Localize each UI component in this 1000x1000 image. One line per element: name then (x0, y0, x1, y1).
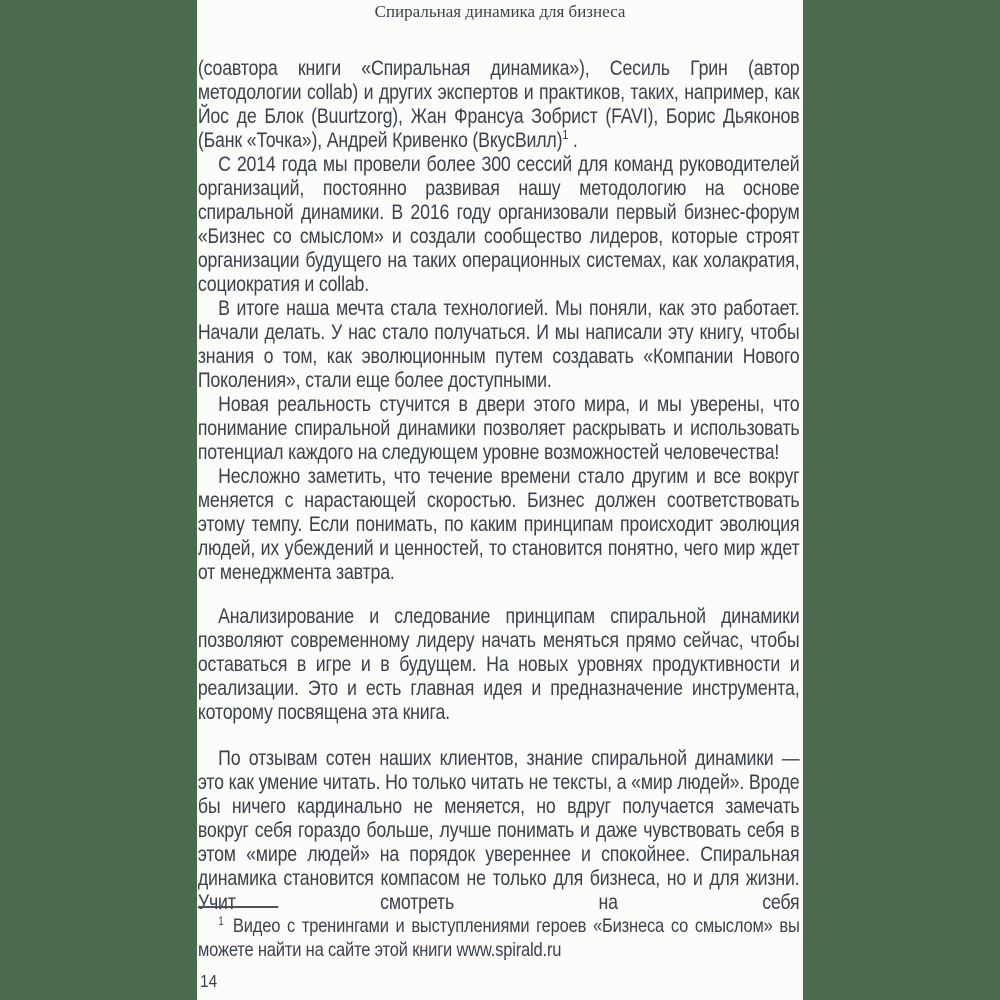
paragraph: Несложно заметить, что течение времени стало другим и все вокруг меняется с нарастающей скоростью. Бизнес должен соответствовать этому темпу. Если понимать, по каким принципам происходит эволюция людей, их убеждений и ценностей, то становится понятно, чего мир ждет от менеджмента завтра. (197, 465, 800, 584)
footnote (198, 914, 800, 962)
paragraph: С 2014 года мы провели более 300 сессий для команд руководителей организаций, постоянно развивая нашу методологию на основе спиральной динамики. В 2016 году организовали первый бизнес-форум «Бизнес со смыслом» и создали сообщество лидеров, которые строят организации будущего на таких операционных системах, как холакратия, социократия и collab. (197, 153, 800, 296)
footnote-marker: 1 (218, 914, 224, 928)
page-number: 14 (200, 971, 218, 991)
paragraph: Анализирование и следование принципам спиральной динамики позволяют современному лидеру начать меняться прямо сейчас, чтобы оставаться в игре и в будущем. На новых уровнях продуктивности и реализации. Это и есть главная идея и предназначение инструмента, которому посвящена эта книга. (197, 605, 800, 724)
paragraph-text: . (568, 129, 578, 152)
running-header: Спиральная динамика для бизнеса (374, 2, 626, 21)
footnote-area (198, 906, 802, 962)
paragraph (198, 57, 800, 153)
footnote-reference: 1 (562, 128, 569, 142)
paragraph: Новая реальность стучится в двери этого мира, и мы уверены, что понимание спиральной динамики позволяет раскрывать и использовать потенциал каждого на следующем уровне возможностей человечества! (197, 393, 800, 464)
footnote-separator (198, 906, 278, 908)
paragraph: В итоге наша мечта стала технологией. Мы поняли, как это работает. Начали делать. У нас стало получаться. И мы написали эту книгу, чтобы знания о том, как эволюционным путем создавать «Компании Нового Поколения», стали еще более доступными. (197, 297, 800, 392)
paragraph: По отзывам сотен наших клиентов, знание спиральной динамики — это как умение читать. Но только читать не тексты, а «мир людей». Вроде бы ничего кардинально не меняется, но вдруг получается замечать вокруг себя гораздо больше, лучше понимать и даже чувствовать себя в этом «мире людей» на порядок увереннее и спокойнее. Спиральная динамика становится компасом не только для бизнеса, но и для жизни. Учит смотреть на себя (197, 747, 800, 914)
book-page (197, 0, 803, 1000)
page-body (197, 57, 799, 915)
paragraph-text: (соавтора книги «Спиральная динамика»), Сесиль Грин (автор методологии collab) и других экспертов и практиков, таких, например, как Йос де Блок (Buurtzorg), Жан Франсуа Зобрист (FAVI), Борис Дьяконов (Банк «Точка»), Андрей Кривенко (ВкусВилл) (197, 57, 800, 152)
footnote-text: Видео с тренингами и выступлениями героев «Бизнеса со смыслом» вы можете найти на сайте этой книги www.spirald.ru (198, 915, 800, 961)
